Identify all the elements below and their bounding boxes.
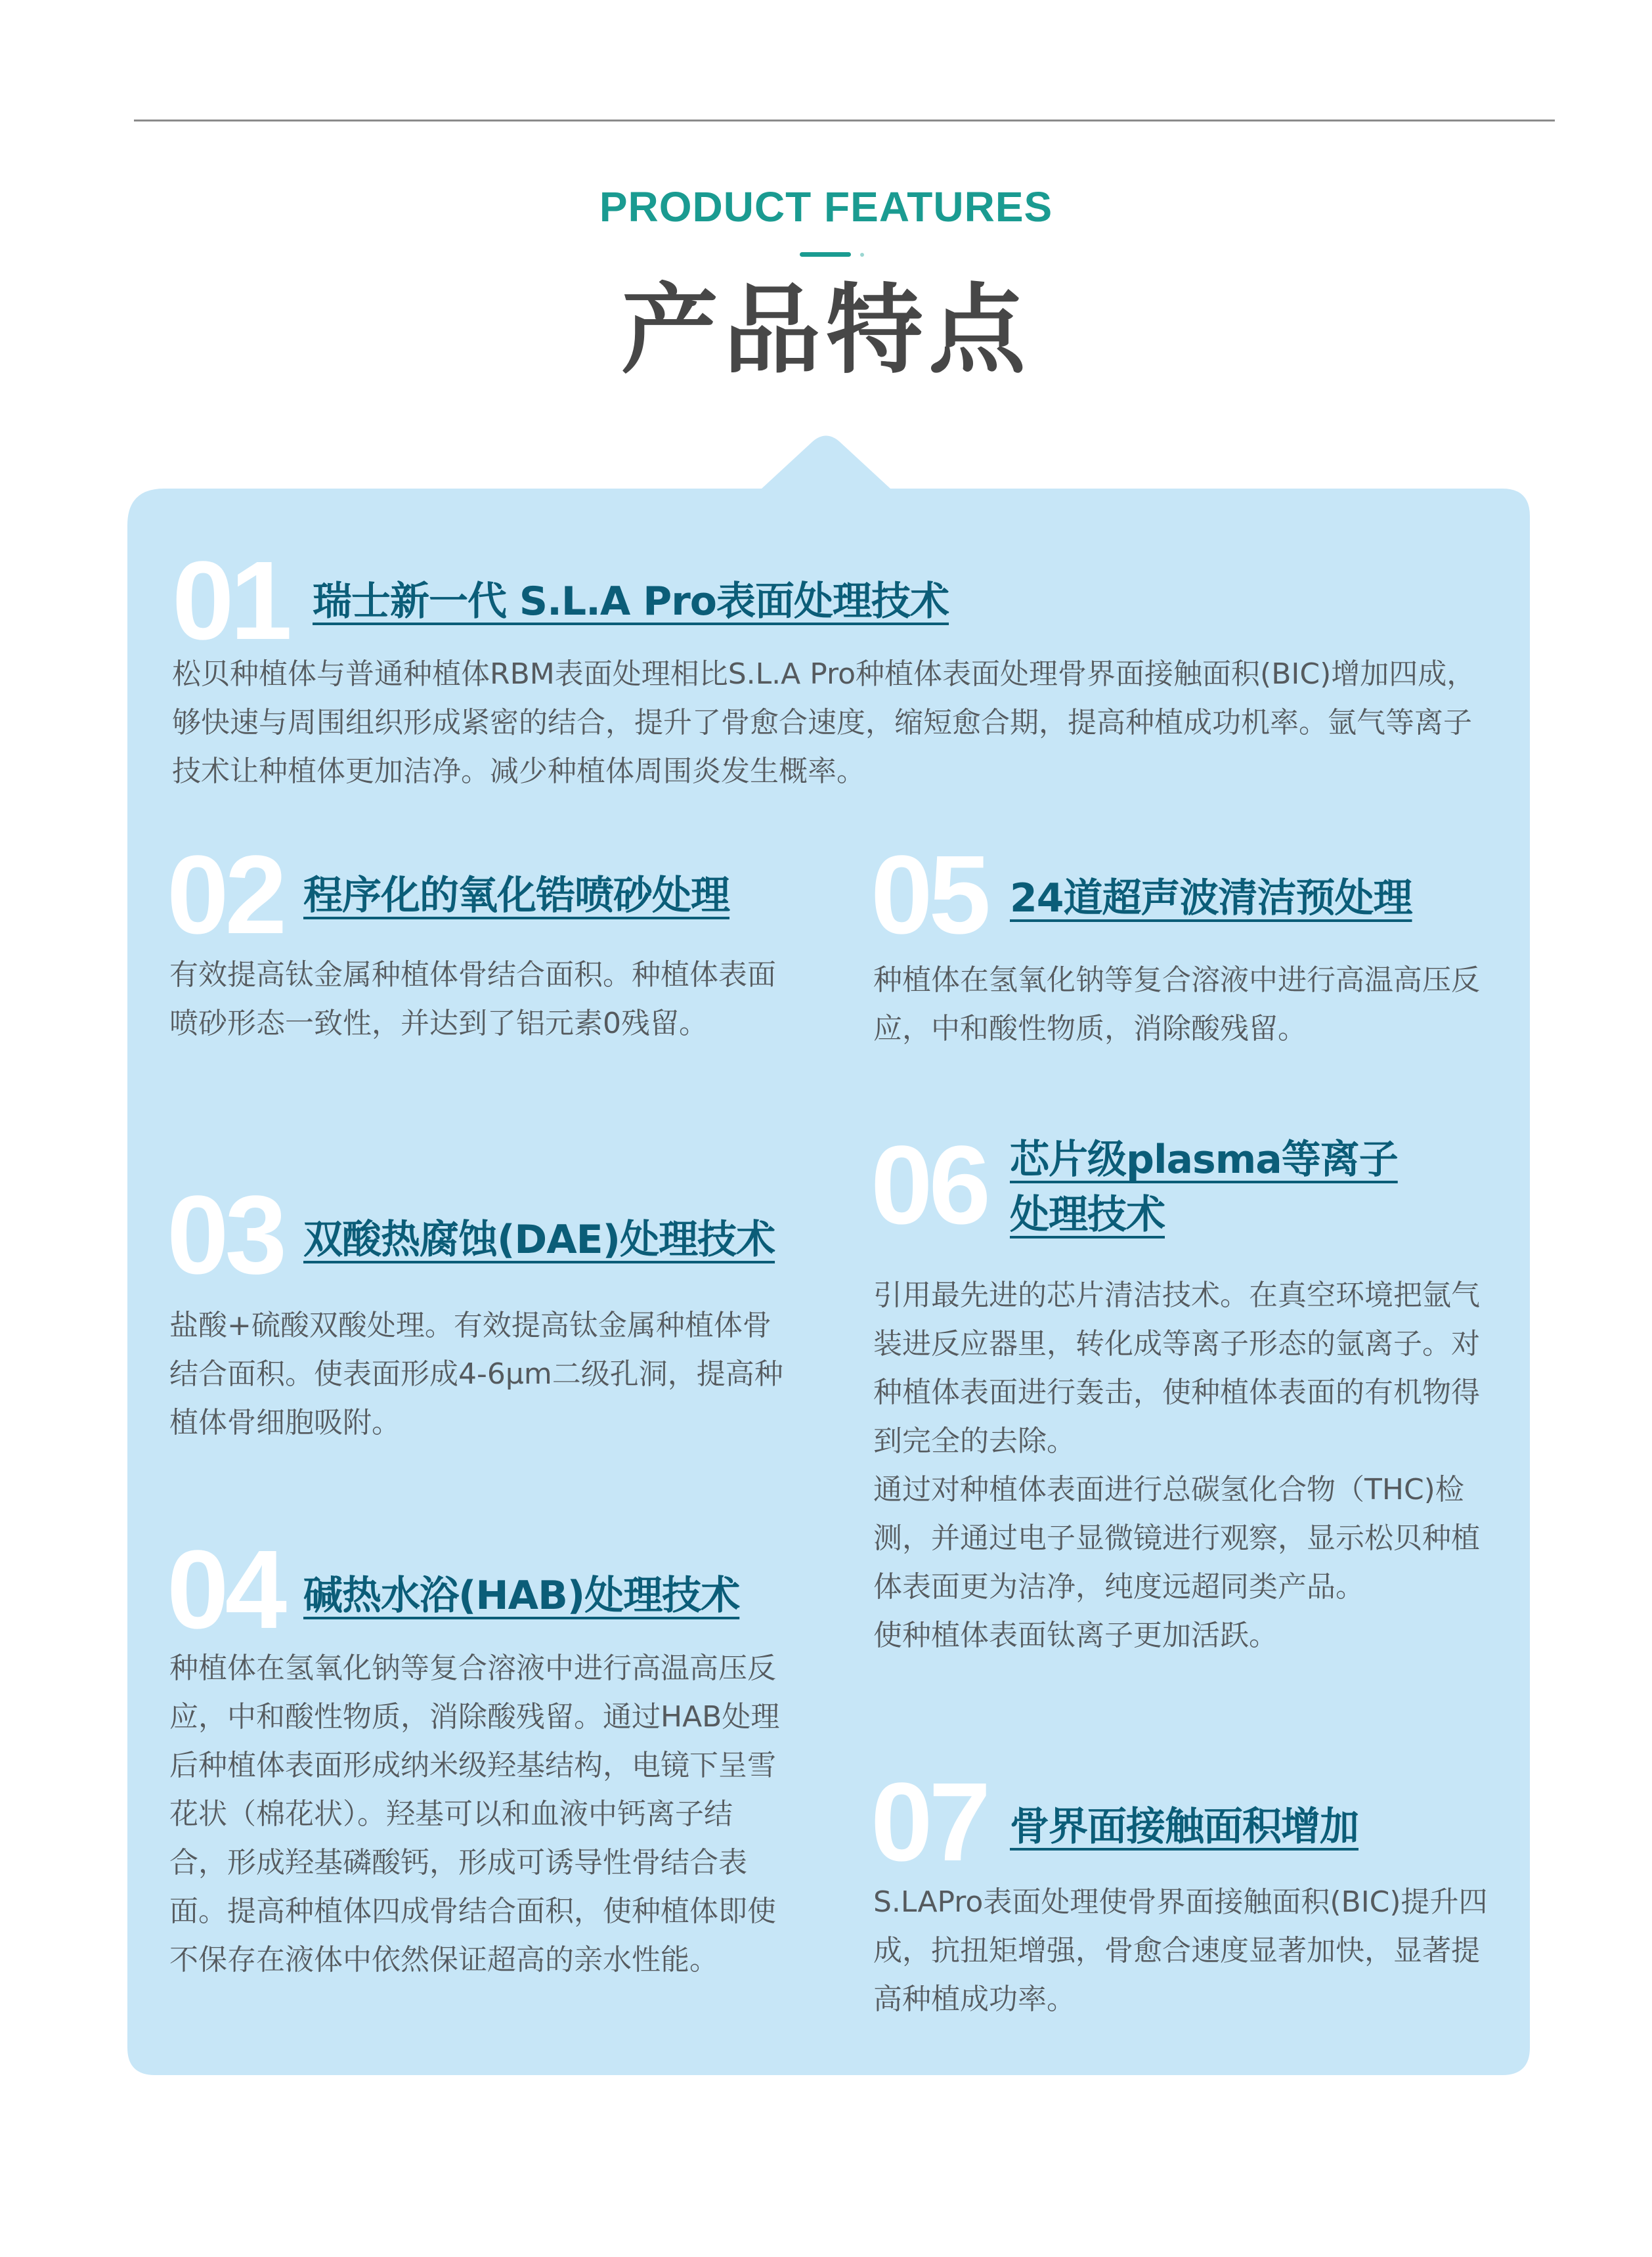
feature-number: 04 [167, 1527, 284, 1652]
feature-number: 03 [167, 1173, 284, 1298]
feature-04 [167, 1527, 797, 2046]
feature-description: 松贝种植体与普通种植体RBM表面处理相比S.L.A Pro种植体表面处理骨界面接触面积(BIC)增加四成，够快速与周围组织形成紧密的结合，提升了骨愈合速度，缩短愈合期，提高种植成功机率。氩气等离子技术让种植体更加洁净。减少种植体周围炎发生概率。 [172, 657, 1476, 788]
feature-title-line-2: 处理技术 [1010, 1192, 1165, 1238]
feature-description: 种植体在氢氧化钠等复合溶液中进行高温高压反应，中和酸性物质，消除酸残留。 [873, 963, 1480, 1045]
feature-title-line-1: 芯片级plasma等离子 [1010, 1137, 1398, 1183]
feature-description: S.LAPro表面处理使骨界面接触面积(BIC)提升四成，抗扭矩增强，骨愈合速度显著加快，显著提高种植成功率。 [873, 1885, 1488, 2016]
feature-description: 有效提高钛金属种植体骨结合面积。种植体表面喷砂形态一致性，并达到了铝元素0残留。 [169, 958, 776, 1040]
feature-07 [871, 1760, 1501, 2042]
feature-06 [871, 1123, 1501, 1720]
feature-title: 碱热水浴(HAB)处理技术 [303, 1573, 740, 1619]
feature-number: 05 [871, 833, 988, 957]
feature-01 [172, 538, 1485, 808]
feature-number: 06 [871, 1123, 988, 1248]
section-title-en: PRODUCT FEATURES [599, 183, 1053, 230]
feature-description: 盐酸+硫酸双酸处理。有效提高钛金属种植体骨结合面积。使表面形成4-6μm二级孔洞，提高种植体骨细胞吸附。 [169, 1309, 783, 1439]
feature-number: 01 [172, 538, 289, 663]
feature-title: 程序化的氧化锆喷砂处理 [303, 873, 729, 919]
feature-03 [167, 1173, 797, 1455]
feature-number: 07 [871, 1760, 988, 1885]
feature-number: 02 [167, 833, 284, 957]
feature-05 [871, 833, 1501, 1076]
feature-description: 种植体在氢氧化钠等复合溶液中进行高温高压反应，中和酸性物质，消除酸残留。通过HAB处理后种植体表面形成纳米级羟基结构，电镜下呈雪花状（棉花状）。羟基可以和血液中钙离子结合，形成羟基磷酸钙，形成可诱导性骨结合表面。提高种植体四成骨结合面积，使种植体即使不保存在液体中依然保证超高的亲水性能。 [169, 1652, 780, 1977]
feature-title: 双酸热腐蚀(DAE)处理技术 [303, 1217, 775, 1263]
feature-02 [167, 833, 797, 1115]
feature-title: 瑞士新一代 S.L.A Pro表面处理技术 [313, 579, 949, 625]
feature-title: 骨界面接触面积增加 [1010, 1804, 1359, 1850]
feature-description: 引用最先进的芯片清洁技术。在真空环境把氩气装进反应器里，转化成等离子形态的氩离子。对种植体表面进行轰击，使种植体表面的有机物得到完全的去除。 通过对种植体表面进行总碳氢化合物（THC)检测，并通过电子显微镜进行观察，显示松贝种植体表面更为洁净，纯度远超同类产品。 使种植体表面钛离子更加活跃。 [873, 1279, 1480, 1652]
section-title-cn: 产品特点 [621, 274, 1031, 387]
feature-title: 24道超声波清洁预处理 [1010, 875, 1412, 921]
